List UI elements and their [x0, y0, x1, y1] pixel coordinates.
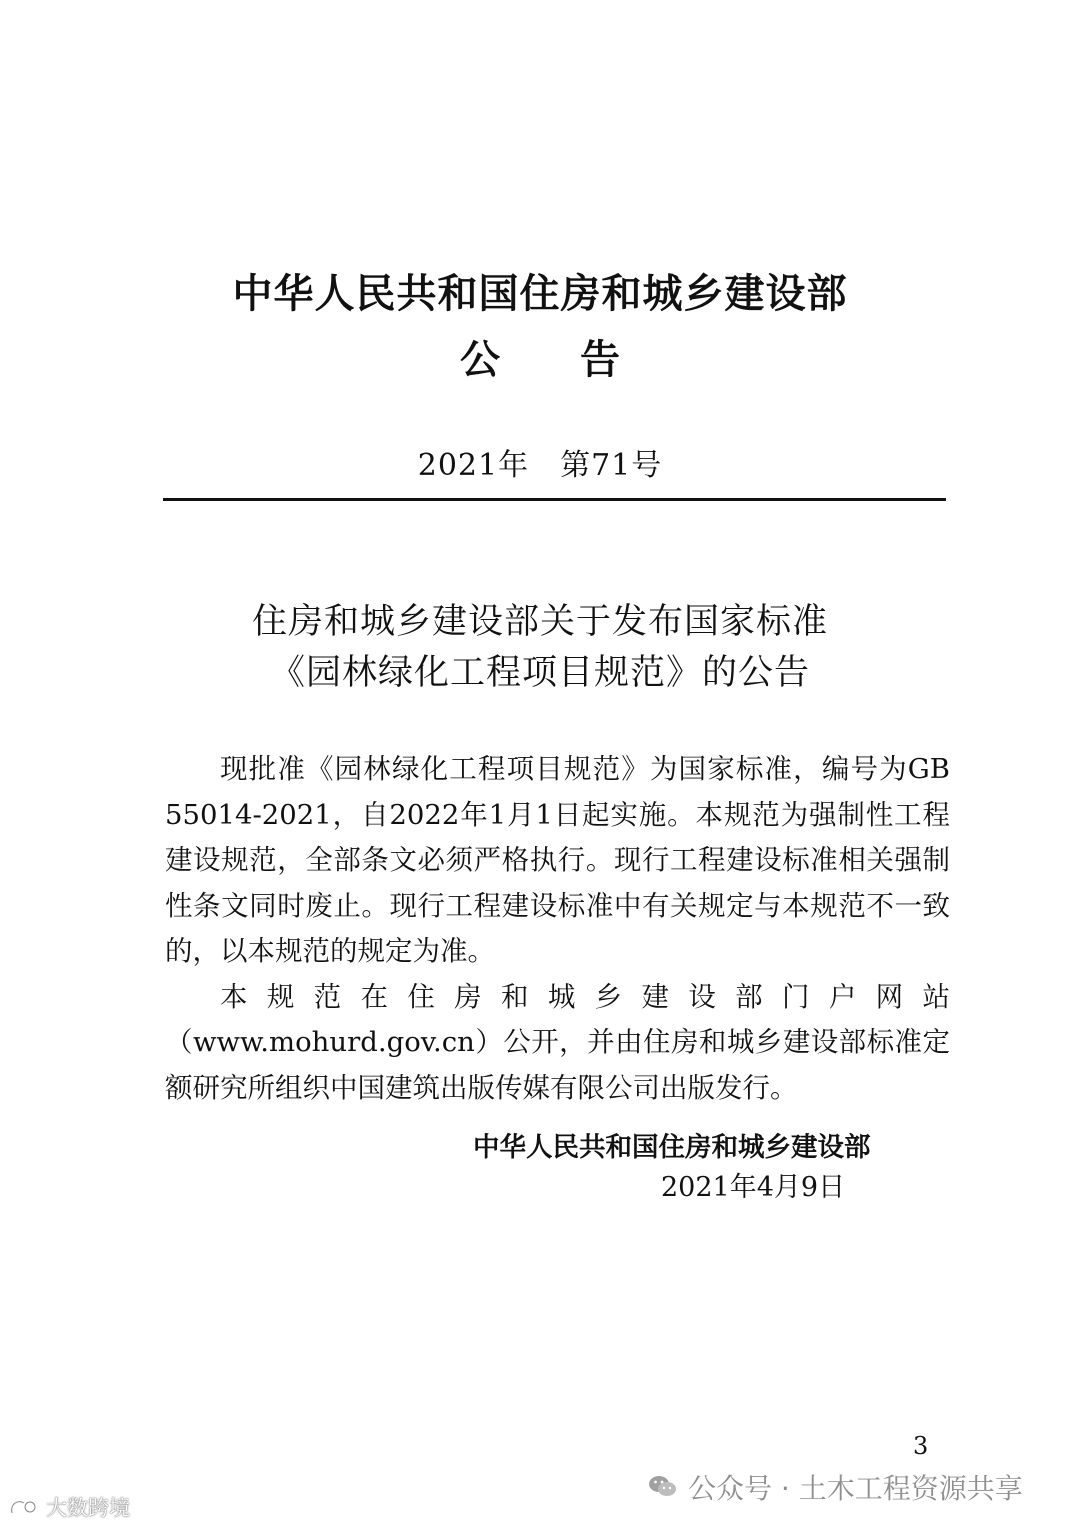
subject-line-2: 《园林绿化工程项目规范》的公告 [269, 653, 810, 693]
signature-issuer: 中华人民共和国住房和城乡建设部 [473, 1132, 871, 1163]
corner-watermark [8, 1492, 130, 1522]
body-paragraph-1: 现批准《园林绿化工程项目规范》为国家标准，编号为GB 55014-2021，自2022年1月1日起实施。本规范为强制性工程建设规范，全部条文必须严格执行。现行工程建设标准相关强制性条文同时废止。现行工程建设标准中有关规定与本规范不一致的，以本规范的规定为准。 [165, 753, 950, 967]
body-paragraph-2: 本规范在住房和城乡建设部门户网站（www.mohurd.gov.cn）公开，并由住房和城乡建设部标准定额研究所组织中国建筑出版传媒有限公司出版发行。 [165, 980, 950, 1104]
wechat-icon [648, 1474, 678, 1500]
header-divider [163, 498, 946, 501]
page-number: 3 [913, 1432, 929, 1460]
subject-line-1: 住房和城乡建设部关于发布国家标准 [251, 602, 828, 642]
announcement-body [165, 747, 950, 1111]
document-number: 2021年 第71号 [417, 448, 663, 483]
signature-date: 2021年4月9日 [661, 1172, 846, 1203]
corner-watermark-text: 大数跨境 [46, 1496, 130, 1520]
logo-icon [8, 1496, 42, 1518]
wechat-watermark [648, 1467, 1023, 1507]
document-type: 公告 [460, 337, 700, 383]
wechat-source-text: 公众号 · 土木工程资源共享 [688, 1472, 1023, 1505]
issuer-heading: 中华人民共和国住房和城乡建设部 [232, 271, 848, 317]
